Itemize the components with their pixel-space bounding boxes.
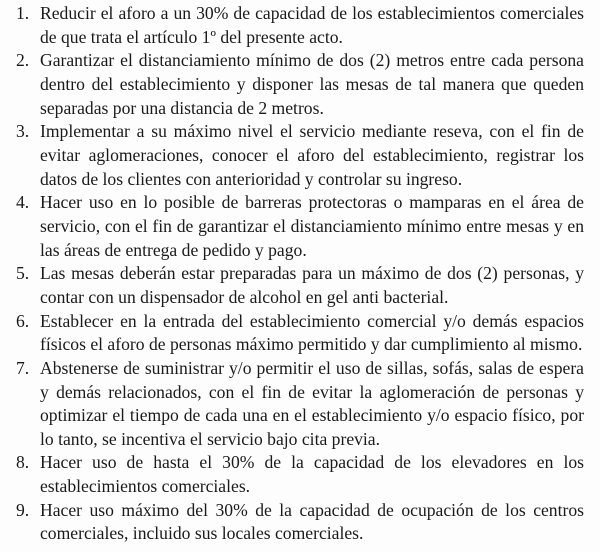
list-item [0, 49, 600, 120]
item-text: Hacer uso de hasta el 30% de la capacidad de los elevadores en los establecimientos comerciales. [40, 452, 584, 497]
item-text: Establecer en la entrada del establecimiento comercial y/o demás espacios físicos el aforo de personas máximo permitido y dar cumplimiento al mismo. [40, 310, 584, 355]
numbered-list [0, 2, 600, 546]
item-text: Hacer uso máximo del 30% de la capacidad de ocupación de los centros comerciales, incluido sus locales comerciales. [40, 499, 584, 544]
item-number: 9. [16, 499, 30, 520]
list-item [0, 310, 600, 357]
list-item [0, 120, 600, 191]
item-number: 8. [16, 452, 30, 473]
list-item [0, 357, 600, 452]
item-number: 6. [16, 310, 30, 331]
item-number: 2. [16, 50, 30, 71]
list-item [0, 191, 600, 262]
item-text: Implementar a su máximo nivel el servicio mediante reseva, con el fin de evitar aglomeraciones, conocer el aforo del establecimiento, registrar los datos de los clientes con anterioridad y controlar su ingreso. [40, 121, 584, 189]
list-item [0, 2, 600, 49]
item-number: 7. [16, 357, 30, 378]
item-number: 1. [16, 3, 30, 23]
item-number: 3. [16, 121, 30, 142]
item-number: 5. [16, 263, 30, 284]
item-text: Reducir el aforo a un 30% de capacidad de los establecimientos comerciales de que trata el artículo 1º del presente acto. [40, 3, 584, 47]
item-text: Las mesas deberán estar preparadas para un máximo de dos (2) personas, y contar con un dispensador de alcohol en gel anti bacterial. [40, 263, 584, 307]
item-number: 4. [16, 192, 30, 213]
list-item [0, 451, 600, 498]
item-text: Abstenerse de suministrar y/o permitir el uso de sillas, sofás, salas de espera y demás relacionados, con el fin de evitar la aglomeración de personas y optimizar el tiempo de cada una en el establecimiento y/o espacio físico, por lo tanto, se incentiva el servicio bajo cita previa. [40, 357, 584, 449]
list-item [0, 262, 600, 309]
item-text: Hacer uso en lo posible de barreras protectoras o mamparas en el área de servicio, con el fin de garantizar el distanciamiento mínimo entre mesas y en las áreas de entrega de pedido y pago. [40, 192, 584, 260]
list-item [0, 499, 600, 546]
document-page [0, 2, 600, 546]
item-text: Garantizar el distanciamiento mínimo de dos (2) metros entre cada persona dentro del establecimiento y disponer las mesas de tal manera que queden separadas por una distancia de 2 metros. [40, 50, 584, 118]
